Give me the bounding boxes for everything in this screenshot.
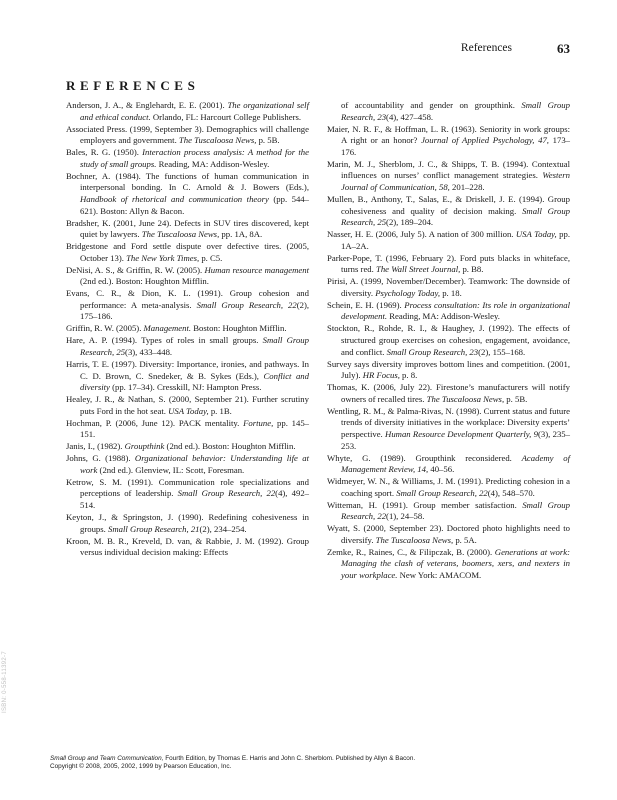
reference-ital: Psychology Today, bbox=[375, 287, 441, 298]
reference-head: Wentling, R. M., & Palma-Rivas, N. (1998). Current status and future trends of diversity initiatives in the workplace: Diversity experts’ perspective. bbox=[327, 405, 570, 439]
reference-tail: p. 5A. bbox=[453, 534, 477, 545]
reference-tail: (4), 427–458. bbox=[386, 111, 434, 122]
reference-head: Johns, G. (1988). bbox=[66, 453, 135, 464]
reference-head: Healey, J. R., & Nathan, S. (2000, September 21). Further scrutiny puts Ford in the hot seat. bbox=[66, 394, 309, 416]
reference-tail: pp. 145–151. bbox=[80, 417, 310, 440]
reference-entry bbox=[66, 453, 309, 476]
reference-ital: Journal of Applied Psychology, 47, bbox=[421, 135, 549, 146]
reference-ital: The New York Times, bbox=[126, 252, 200, 263]
reference-entry bbox=[66, 512, 309, 535]
reference-ital: Fortune, bbox=[243, 417, 274, 428]
reference-ital: Groupthink bbox=[124, 441, 165, 452]
reference-head: Hochman, P. (2006, June 12). PACK mentality. bbox=[66, 417, 244, 428]
reference-tail: (2), 175–186. bbox=[80, 299, 310, 322]
references-left-column bbox=[66, 100, 309, 559]
reference-entry bbox=[327, 500, 570, 523]
reference-tail: 40–56. bbox=[428, 464, 455, 475]
reference-tail: 173–176. bbox=[341, 135, 571, 157]
reference-entry bbox=[66, 288, 309, 323]
reference-entry bbox=[327, 453, 570, 476]
reference-head: Keyton, J., & Springston, J. (1990). Redefining cohesiveness in groups. bbox=[66, 512, 309, 534]
page-footer bbox=[50, 755, 590, 771]
footer-book-title: Small Group and Team Communication, bbox=[50, 755, 164, 762]
reference-tail: (3), 433–448. bbox=[125, 346, 173, 357]
reference-ital: Small Group Research, 21 bbox=[108, 523, 200, 534]
reference-entry bbox=[327, 323, 570, 358]
reference-ital: The Tuscaloosa News, bbox=[426, 393, 505, 404]
reference-tail: (3), 235–253. bbox=[341, 428, 570, 451]
reference-tail: (2nd ed.). Boston: Houghton Mifflin. bbox=[164, 441, 296, 452]
reference-entry bbox=[327, 100, 570, 123]
reference-ital: The Tuscaloosa News, bbox=[178, 135, 257, 146]
reference-tail: p. 5B. bbox=[504, 393, 528, 404]
reference-ital: The Wall Street Journal, bbox=[375, 264, 461, 275]
reference-ital: Human Resource Development Quarterly, 9 bbox=[385, 428, 538, 439]
reference-ital: Academy of Management Review, 14, bbox=[341, 452, 570, 475]
reference-ital: USA Today, bbox=[515, 229, 557, 240]
reference-head: Witteman, H. (1991). Group member satisfaction. bbox=[327, 499, 523, 510]
reference-head: Schein, E. H. (1969). bbox=[327, 299, 405, 310]
reference-entry bbox=[327, 253, 570, 276]
reference-entry bbox=[66, 171, 309, 217]
reference-head: Widmeyer, W. N., & Williams, J. M. (1991). Predicting cohesion in a coaching sport. bbox=[327, 476, 570, 498]
reference-head: Bales, R. G. (1950). bbox=[66, 147, 143, 158]
reference-tail: (4), 492–514. bbox=[80, 488, 310, 511]
reference-tail: Orlando, FL: Harcourt College Publishers. bbox=[150, 111, 302, 122]
reference-ital: Small Group Research, 22 bbox=[177, 488, 276, 499]
isbn-margin-note: ISBN: 0-558-11392-7 bbox=[2, 651, 8, 713]
reference-ital: Organizational behavior: Understanding life at work bbox=[80, 453, 310, 475]
reference-tail: 201–228. bbox=[449, 181, 485, 192]
reference-head: Bochner, A. (1984). The functions of human communication in interpersonal bonding. In C. Arnold & J. Bowers (Eds.), bbox=[66, 170, 309, 193]
reference-ital: Human resource management bbox=[204, 264, 309, 275]
footer-credit: Fourth Edition, by Thomas E. Harris and John C. Sherblom. Published by Allyn & Bacon. bbox=[163, 755, 416, 762]
reference-head: of accountability and gender on groupthink. bbox=[341, 100, 522, 110]
reference-tail: Reading, MA: Addison-Wesley. bbox=[387, 311, 500, 322]
reference-ital: The organizational self and ethical conduct. bbox=[80, 100, 309, 122]
running-title: References bbox=[460, 42, 512, 54]
reference-entry bbox=[66, 323, 309, 335]
reference-entry bbox=[66, 147, 309, 170]
reference-tail: (2), 189–204. bbox=[386, 217, 434, 228]
reference-head: Wyatt, S. (2000, September 23). Doctored photo highlights need to diversify. bbox=[327, 523, 570, 545]
reference-entry bbox=[66, 477, 309, 512]
reference-ital: Western Journal of Communication, 58, bbox=[341, 170, 570, 192]
reference-head: Maier, N. R. F., & Hoffman, L. R. (1963). Seniority in work groups: A right or an honor? bbox=[327, 123, 570, 146]
reference-head: Kroon, M. B. R., Kreveld, D. van, & Rabbie, J. M. (1992). Group versus individual decision making: Effects bbox=[66, 535, 309, 558]
reference-ital: The Tuscaloosa News, bbox=[375, 534, 454, 545]
reference-entry bbox=[66, 418, 309, 441]
reference-tail: (2), 155–168. bbox=[478, 346, 526, 357]
reference-head: Zemke, R., Raines, C., & Filipczak, B. (2000). bbox=[327, 546, 495, 557]
reference-entry bbox=[327, 276, 570, 299]
reference-tail: p. 18. bbox=[440, 287, 462, 298]
reference-tail: p. C5. bbox=[199, 252, 223, 263]
reference-entry bbox=[327, 547, 570, 582]
reference-ital: The Tuscaloosa News, bbox=[141, 229, 220, 240]
reference-entry bbox=[327, 382, 570, 405]
reference-tail: (1), 24–58. bbox=[386, 511, 425, 522]
reference-ital: Interaction process analysis: A method for the study of small groups. bbox=[80, 147, 309, 169]
reference-ital: Management. bbox=[143, 323, 192, 334]
reference-entry bbox=[66, 100, 309, 123]
reference-head: Bridgestone and Ford settle dispute over defective tires. (2005, October 13). bbox=[66, 241, 309, 263]
reference-ital: USA Today, bbox=[168, 405, 209, 416]
page-number: 63 bbox=[557, 41, 570, 56]
reference-tail: (pp. 17–34). Cresskill, NJ: Hampton Press. bbox=[109, 382, 262, 393]
reference-head: Associated Press. (1999, September 3). Demographics will challenge employers and government. bbox=[66, 123, 309, 146]
reference-entry bbox=[66, 241, 309, 264]
reference-entry bbox=[327, 229, 570, 252]
reference-ital: Small Group Research, 22 bbox=[396, 487, 488, 498]
reference-tail: (pp. 544–621). Boston: Allyn & Bacon. bbox=[80, 193, 309, 216]
reference-head: Harris, T. E. (1997). Diversity: Importance, ironies, and pathways. In C. D. Brown, C. Snedeker, & B. Sykes (Eds.), bbox=[66, 358, 309, 381]
reference-tail: (2), 234–254. bbox=[199, 523, 247, 534]
reference-entry bbox=[66, 265, 309, 288]
reference-entry bbox=[327, 359, 570, 382]
reference-ital: Small Group Research, 25 bbox=[80, 335, 309, 357]
reference-ital: Conflict and diversity bbox=[80, 370, 309, 393]
reference-ital: Generations at work: Managing the clash of veterans, boomers, xers, and nexters in your workplace. bbox=[341, 546, 570, 580]
reference-head: Pirisi, A. (1999, November/December). Teamwork: The downside of diversity. bbox=[327, 276, 570, 298]
reference-head: Janis, I., (1982). bbox=[66, 441, 125, 452]
reference-ital: Process consultation: Its role in organizational development. bbox=[341, 299, 570, 322]
reference-ital: Small Group Research, 25 bbox=[341, 205, 570, 228]
running-head bbox=[66, 41, 570, 57]
reference-head: Whyte, G. (1989). Groupthink reconsidered. bbox=[327, 452, 522, 463]
reference-entry bbox=[66, 124, 309, 147]
reference-head: Nasser, H. E. (2006, July 5). A nation of 300 million. bbox=[327, 229, 516, 240]
reference-entry bbox=[66, 536, 309, 559]
reference-head: DeNisi, A. S., & Griffin, R. W. (2005). bbox=[66, 264, 205, 275]
reference-tail: New York: AMACOM. bbox=[397, 570, 482, 580]
reference-entry bbox=[66, 218, 309, 241]
reference-ital: HR Focus, bbox=[362, 370, 400, 381]
reference-tail: p. 1B. bbox=[208, 405, 232, 416]
reference-head: Parker-Pope, T. (1996, February 2). Ford puts blacks in whiteface, turns red. bbox=[327, 252, 570, 275]
references-right-column bbox=[327, 100, 570, 582]
reference-ital: Small Group Research, 22 bbox=[196, 299, 297, 310]
reference-tail: pp. 1A–2A. bbox=[341, 229, 570, 251]
reference-ital: Handbook of rhetorical and communication theory bbox=[80, 193, 269, 204]
reference-ital: Small Group Research, 22 bbox=[341, 499, 570, 522]
reference-entry bbox=[66, 359, 309, 394]
reference-entry bbox=[66, 394, 309, 417]
reference-head: Hare, A. P. (1994). Types of roles in small groups. bbox=[66, 335, 263, 346]
reference-tail: (2nd ed.). Boston: Houghton Mifflin. bbox=[80, 276, 209, 287]
reference-tail: pp. 1A, 8A. bbox=[219, 229, 263, 240]
reference-ital: Small Group Research, 23 bbox=[386, 346, 479, 357]
reference-head: Stockton, R., Rohde, R. I., & Haughey, J. (1992). The effects of structured group exercises on cohesion, engagement, avoidance, and conflict. bbox=[327, 323, 570, 357]
reference-tail: p. 5B. bbox=[256, 135, 280, 146]
reference-entry bbox=[327, 194, 570, 229]
reference-entry bbox=[327, 300, 570, 323]
reference-tail: p. 8. bbox=[399, 370, 418, 381]
reference-head: Evans, C. R., & Dion, K. L. (1991). Group cohesion and performance: A meta-analysis. bbox=[66, 288, 309, 310]
reference-head: Bradsher, K. (2001, June 24). Defects in SUV tires discovered, kept quiet by lawyers. bbox=[66, 217, 309, 240]
reference-tail: (4), 548–570. bbox=[487, 487, 535, 498]
reference-head: Anderson, J. A., & Englehardt, E. E. (2001). bbox=[66, 100, 228, 110]
section-heading: REFERENCES bbox=[66, 78, 200, 93]
footer-copyright: Copyright © 2008, 2005, 2002, 1999 by Pearson Education, Inc. bbox=[50, 763, 232, 770]
reference-entry bbox=[327, 159, 570, 194]
reference-entry bbox=[327, 406, 570, 452]
reference-head: Ketrow, S. M. (1991). Communication role specializations and perceptions of leadership. bbox=[66, 476, 309, 499]
reference-entry bbox=[327, 124, 570, 159]
reference-head: Thomas, K. (2006, July 22). Firestone’s manufacturers will notify owners of recalled tires. bbox=[327, 382, 570, 404]
reference-entry bbox=[327, 476, 570, 499]
reference-head: Survey says diversity improves bottom lines and competition. (2001, July). bbox=[327, 358, 570, 381]
footer-credit-line bbox=[50, 755, 590, 763]
reference-head: Griffin, R. W. (2005). bbox=[66, 323, 144, 334]
reference-tail: Reading, MA: Addison-Wesley. bbox=[156, 158, 270, 169]
reference-head: Marin, M. J., Sherblom, J. C., & Shipps, T. B. (1994). Contextual influences on nurses’ conflict management strategies. bbox=[327, 158, 570, 181]
reference-entry bbox=[66, 335, 309, 358]
reference-tail: (2nd ed.). Glenview, IL: Scott, Foresman. bbox=[97, 464, 245, 475]
reference-entry bbox=[66, 441, 309, 453]
reference-ital: Small Group Research, 23 bbox=[341, 100, 570, 122]
reference-tail: p. B8. bbox=[460, 264, 484, 275]
reference-entry bbox=[327, 523, 570, 546]
reference-tail: Boston: Houghton Mifflin. bbox=[191, 323, 287, 334]
reference-head: Mullen, B., Anthony, T., Salas, E., & Driskell, J. E. (1994). Group cohesiveness and quality of decision making. bbox=[327, 193, 570, 216]
